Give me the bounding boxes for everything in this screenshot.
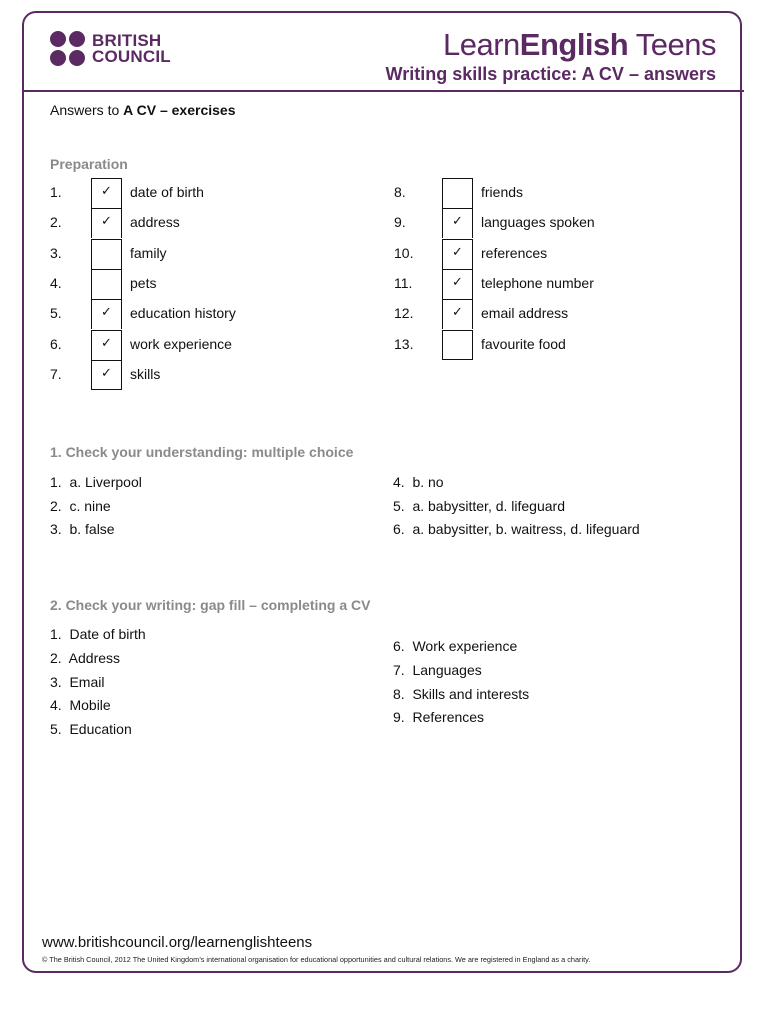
checklist-number: 6. bbox=[50, 335, 62, 352]
answer-item: 2. c. nine bbox=[50, 497, 111, 514]
answer-item: 3. Email bbox=[50, 673, 105, 690]
checkmark-icon: ✓ bbox=[442, 299, 473, 329]
section1-title: 1. Check your understanding: multiple choice bbox=[50, 444, 354, 460]
checklist-label: friends bbox=[481, 184, 524, 200]
checklist-label: pets bbox=[130, 274, 157, 291]
answer-item: 2. Address bbox=[50, 649, 121, 666]
checklist-label: languages spoken bbox=[481, 214, 595, 231]
checklist-row bbox=[50, 360, 370, 390]
checklist-number: 1. bbox=[50, 184, 62, 200]
checklist-label: family bbox=[130, 244, 167, 261]
checklist-row bbox=[394, 330, 714, 360]
british-council-logo bbox=[50, 31, 171, 67]
preparation-title: Preparation bbox=[50, 156, 128, 172]
footer-url: www.britishcouncil.org/learnenglishteens bbox=[42, 934, 313, 951]
checkmark-icon: ✓ bbox=[442, 239, 473, 269]
answer-item: 1. a. Liverpool bbox=[50, 474, 142, 490]
checklist-label: email address bbox=[481, 305, 569, 322]
checklist-label: date of birth bbox=[130, 184, 204, 200]
page-frame bbox=[22, 11, 742, 973]
checkmark-icon: ✓ bbox=[91, 178, 122, 208]
checkmark-icon: ✓ bbox=[442, 208, 473, 238]
learnenglish-teens-logo: LearnEnglish Teens bbox=[442, 27, 716, 62]
empty-checkbox bbox=[442, 330, 473, 360]
checklist-number: 7. bbox=[50, 365, 62, 382]
checklist-number: 9. bbox=[394, 214, 406, 231]
section2-title: 2. Check your writing: gap fill – completing a CV bbox=[50, 597, 371, 613]
checklist-number: 3. bbox=[50, 244, 62, 261]
answer-item: 1. Date of birth bbox=[50, 626, 146, 642]
answer-item: 6. Work experience bbox=[393, 638, 518, 654]
intro-line: Answers to A CV – exercises bbox=[50, 102, 236, 118]
checkmark-icon: ✓ bbox=[91, 330, 122, 360]
checklist-row bbox=[394, 208, 714, 238]
checkmark-icon: ✓ bbox=[442, 269, 473, 299]
checklist-number: 8. bbox=[394, 184, 406, 200]
checklist-row bbox=[50, 178, 370, 208]
empty-checkbox bbox=[91, 269, 122, 299]
answer-item: 4. Mobile bbox=[50, 697, 111, 714]
checklist-label: work experience bbox=[130, 335, 232, 352]
checklist-row bbox=[50, 239, 370, 269]
answer-item: 8. Skills and interests bbox=[393, 685, 530, 702]
header-divider bbox=[22, 90, 744, 92]
answer-item: 3. b. false bbox=[50, 521, 115, 537]
logo-line-1: BRITISH bbox=[92, 31, 162, 50]
logo-line-2: COUNCIL bbox=[92, 47, 171, 66]
answer-item: 5. a. babysitter, d. lifeguard bbox=[393, 497, 565, 514]
checklist-label: telephone number bbox=[481, 274, 594, 291]
answer-item: 4. b. no bbox=[393, 474, 444, 490]
checklist-row bbox=[50, 299, 370, 329]
checklist-number: 10. bbox=[394, 244, 414, 261]
checklist-number: 2. bbox=[50, 214, 62, 231]
checklist-number: 11. bbox=[394, 274, 413, 291]
checklist-number: 5. bbox=[50, 305, 62, 322]
footer-copyright: © The British Council, 2012 The United Kingdom’s international organisation for educational opportunities and cultural relations. We are registered in England as a charity. bbox=[42, 955, 591, 964]
page-title: Writing skills practice: A CV – answers bbox=[385, 64, 716, 84]
checklist-number: 4. bbox=[50, 274, 62, 291]
checkmark-icon: ✓ bbox=[91, 360, 122, 390]
answer-item: 7. Languages bbox=[393, 661, 482, 678]
checkmark-icon: ✓ bbox=[91, 208, 122, 238]
empty-checkbox bbox=[91, 239, 122, 269]
checklist-number: 12. bbox=[394, 305, 414, 322]
checklist-row bbox=[394, 299, 714, 329]
checklist-row bbox=[394, 269, 714, 299]
checklist-row bbox=[394, 239, 714, 269]
checklist-label: address bbox=[130, 214, 180, 231]
checklist-label: references bbox=[481, 244, 548, 261]
checklist-label: favourite food bbox=[481, 335, 566, 352]
logo-dots-icon bbox=[50, 31, 86, 67]
checklist-row bbox=[50, 269, 370, 299]
answer-item: 5. Education bbox=[50, 721, 132, 738]
checklist-number: 13. bbox=[394, 335, 414, 352]
empty-checkbox bbox=[442, 178, 473, 208]
checklist-row bbox=[394, 178, 714, 208]
checklist-row bbox=[50, 330, 370, 360]
answer-item: 9. References bbox=[393, 709, 485, 726]
checklist-label: education history bbox=[130, 305, 236, 322]
checkmark-icon: ✓ bbox=[91, 299, 122, 329]
checklist-label: skills bbox=[130, 365, 161, 382]
answer-item: 6. a. babysitter, b. waitress, d. lifeguard bbox=[393, 521, 640, 537]
checklist-row bbox=[50, 208, 370, 238]
